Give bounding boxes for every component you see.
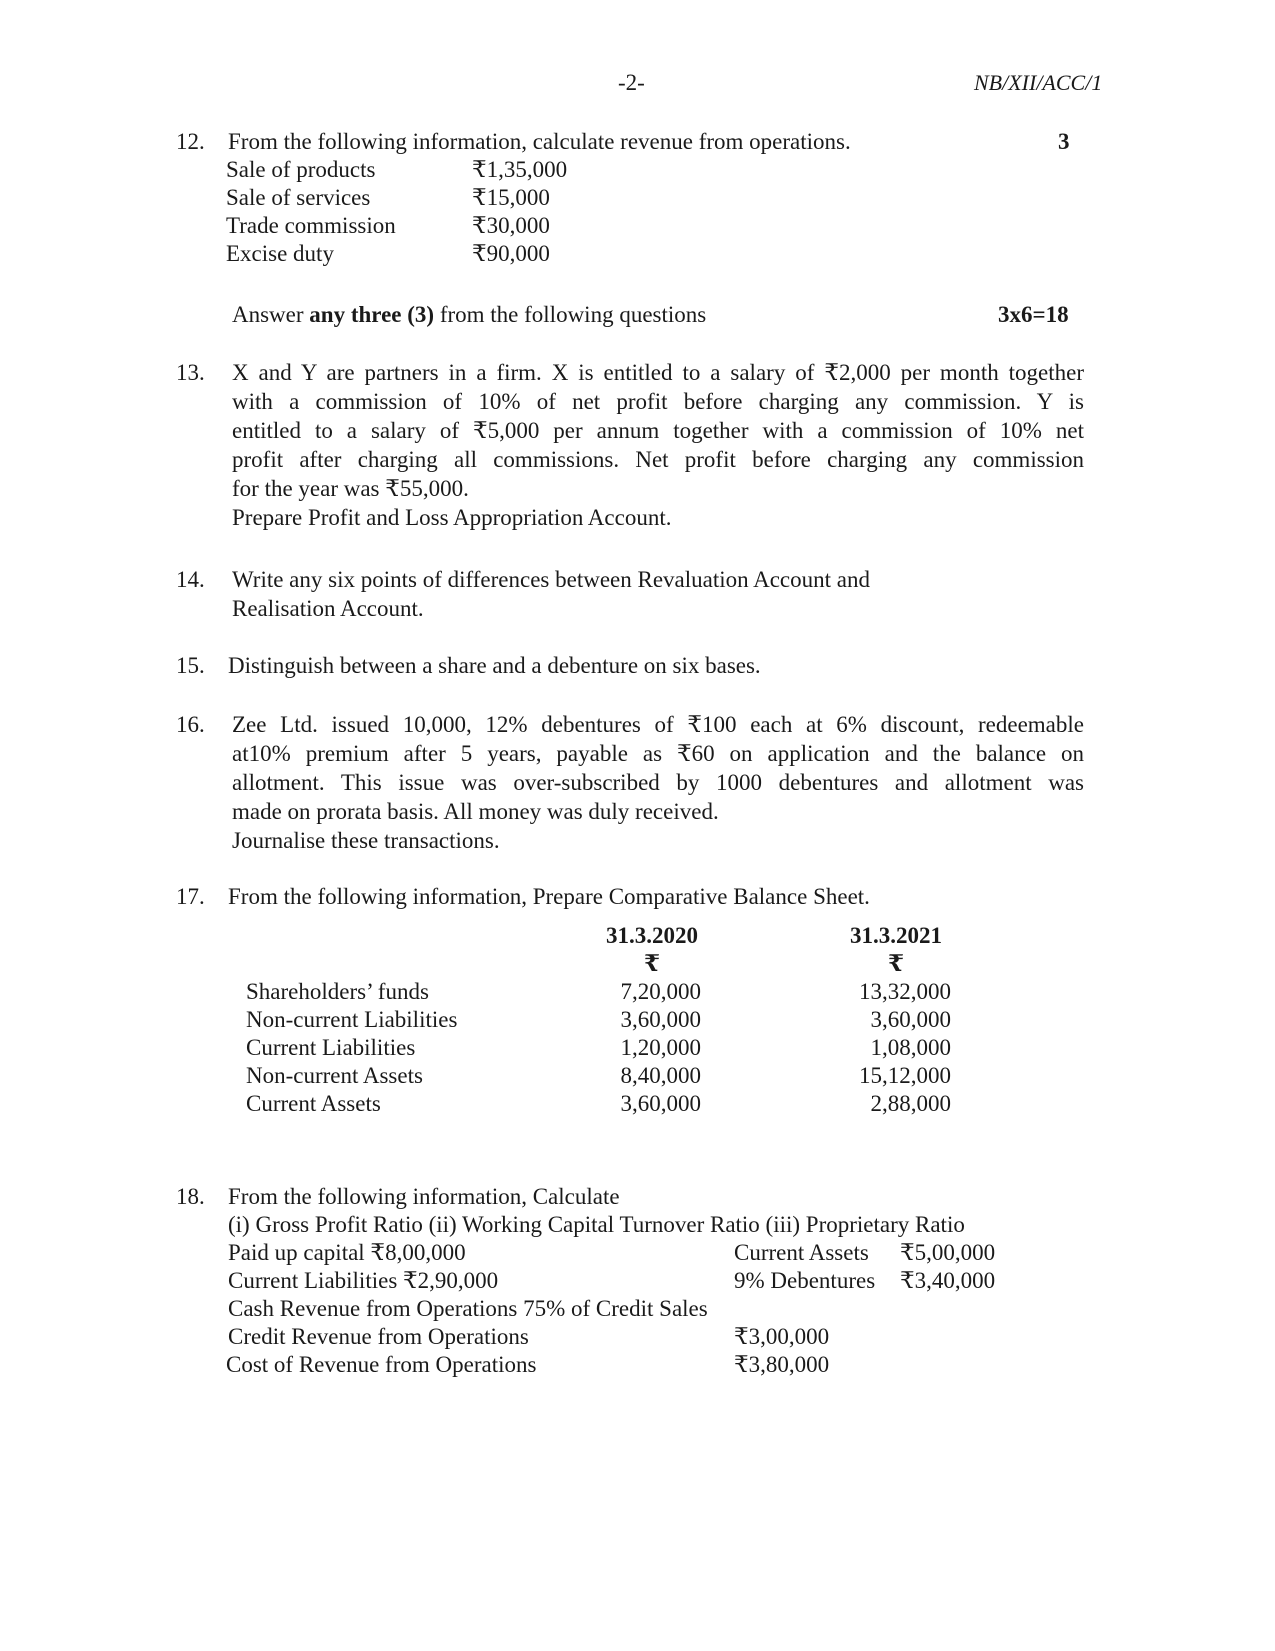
q18-cost-revenue-label: Cost of Revenue from Operations: [226, 1352, 537, 1377]
q18-paid-up-capital: Paid up capital ₹8,00,000: [228, 1240, 466, 1265]
table-cell-2020: 8,40,000: [620, 1063, 701, 1088]
q18-debentures-value: ₹3,40,000: [900, 1268, 996, 1293]
q12-item-value: ₹90,000: [472, 241, 550, 266]
q13-text: [232, 358, 1084, 532]
q16-number: 16.: [176, 712, 205, 737]
q12-item-label: Sale of products: [226, 157, 376, 182]
q17-question: From the following information, Prepare Comparative Balance Sheet.: [228, 884, 870, 909]
q14-line: Realisation Account.: [232, 596, 424, 621]
q12-marks: 3: [1058, 129, 1070, 154]
q18-credit-revenue-label: Credit Revenue from Operations: [228, 1324, 529, 1349]
q12-item-label: Trade commission: [226, 213, 396, 238]
q16-line: Journalise these transactions.: [232, 828, 500, 853]
instruction-post: from the following questions: [434, 302, 707, 327]
q18-credit-revenue-value: ₹3,00,000: [734, 1324, 830, 1349]
q13-line: entitled to a salary of ₹5,000 per annum together with a commission of 10% net: [232, 418, 1084, 443]
q16-line: made on prorata basis. All money was duly received.: [232, 799, 719, 824]
instruction-marks: 3x6=18: [998, 302, 1069, 327]
table-cell-2021: 1,08,000: [870, 1035, 951, 1060]
currency-header-2020: ₹: [643, 951, 660, 976]
q18-cash-revenue: Cash Revenue from Operations 75% of Credit Sales: [228, 1296, 708, 1321]
paper-code: NB/XII/ACC/1: [974, 70, 1103, 95]
q17-number: 17.: [176, 884, 205, 909]
table-cell-2020: 7,20,000: [620, 979, 701, 1004]
q16-line: Zee Ltd. issued 10,000, 12% debentures of ₹100 each at 6% discount, redeemable: [232, 712, 1084, 737]
q13-line: with a commission of 10% of net profit before charging any commission. Y is: [232, 389, 1084, 414]
column-header-2021: 31.3.2021: [850, 923, 942, 948]
instruction-pre: Answer: [232, 302, 310, 327]
q14-number: 14.: [176, 567, 205, 592]
instruction-bold: any three (3): [309, 302, 435, 327]
table-row-label: Shareholders’ funds: [246, 979, 429, 1004]
q16-line: allotment. This issue was over-subscribed by 1000 debentures and allotment was: [232, 770, 1084, 795]
q13-number: 13.: [176, 360, 205, 385]
q12-item-value: ₹15,000: [472, 185, 550, 210]
table-cell-2021: 13,32,000: [859, 979, 951, 1004]
q14-text: [232, 565, 1092, 623]
table-cell-2020: 3,60,000: [620, 1091, 701, 1116]
q18-question: From the following information, Calculate: [228, 1184, 620, 1209]
table-row-label: Current Liabilities: [246, 1035, 416, 1060]
currency-header-2021: ₹: [887, 951, 904, 976]
q12-item-label: Excise duty: [226, 241, 334, 266]
q18-cost-revenue-value: ₹3,80,000: [734, 1352, 830, 1377]
table-cell-2021: 2,88,000: [870, 1091, 951, 1116]
table-row-label: Current Assets: [246, 1091, 381, 1116]
q12-item-value: ₹30,000: [472, 213, 550, 238]
q13-line: X and Y are partners in a firm. X is entitled to a salary of ₹2,000 per month together: [232, 360, 1084, 385]
table-cell-2021: 15,12,000: [859, 1063, 951, 1088]
q14-line: Write any six points of differences between Revaluation Account and: [232, 567, 870, 592]
q18-current-assets-value: ₹5,00,000: [900, 1240, 996, 1265]
q18-ratios: (i) Gross Profit Ratio (ii) Working Capital Turnover Ratio (iii) Proprietary Ratio: [228, 1212, 965, 1237]
table-cell-2020: 1,20,000: [620, 1035, 701, 1060]
q15-number: 15.: [176, 653, 205, 678]
q16-text: [232, 710, 1084, 855]
table-cell-2020: 3,60,000: [620, 1007, 701, 1032]
q15-text: Distinguish between a share and a debenture on six bases.: [228, 653, 761, 678]
q16-line: at10% premium after 5 years, payable as ₹60 on application and the balance on: [232, 741, 1084, 766]
q12-question: From the following information, calculate revenue from operations.: [228, 129, 851, 154]
q18-current-liabilities: Current Liabilities ₹2,90,000: [228, 1268, 499, 1293]
q12-item-label: Sale of services: [226, 185, 371, 210]
instruction-line: [232, 301, 706, 329]
column-header-2020: 31.3.2020: [606, 923, 698, 948]
q18-number: 18.: [176, 1184, 205, 1209]
table-row-label: Non-current Liabilities: [246, 1007, 458, 1032]
q13-line: profit after charging all commissions. Net profit before charging any commission: [232, 447, 1084, 472]
q13-line: for the year was ₹55,000.: [232, 476, 469, 501]
q13-line: Prepare Profit and Loss Appropriation Account.: [232, 505, 672, 530]
q12-item-value: ₹1,35,000: [472, 157, 568, 182]
q12-number: 12.: [176, 129, 205, 154]
q18-current-assets-label: Current Assets: [734, 1240, 869, 1265]
table-cell-2021: 3,60,000: [870, 1007, 951, 1032]
table-row-label: Non-current Assets: [246, 1063, 423, 1088]
page-number: -2-: [618, 70, 645, 95]
q18-debentures-label: 9% Debentures: [734, 1268, 876, 1293]
